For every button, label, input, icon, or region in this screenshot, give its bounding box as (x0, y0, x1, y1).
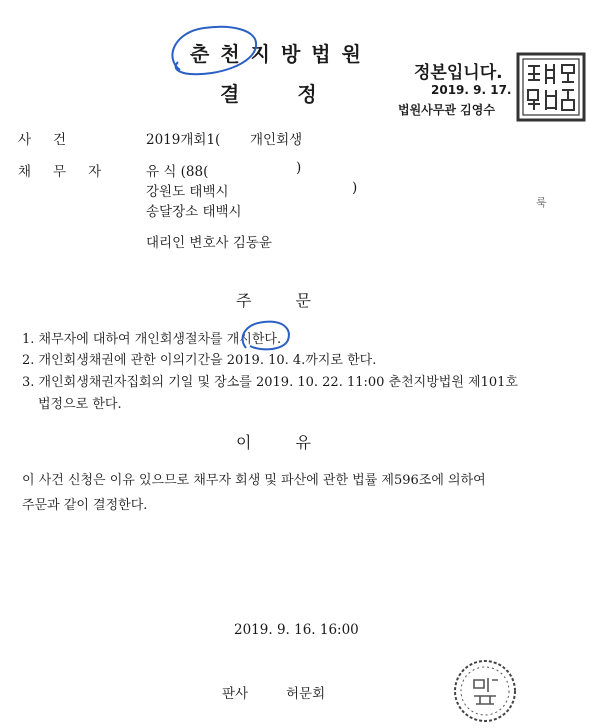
case-number: 2019개회1( (146, 132, 221, 148)
court-name: 춘천지방법원 (190, 42, 372, 66)
document-title: 결정 (220, 82, 375, 106)
court-seal-stamp (516, 52, 586, 122)
order-heading: 주문 (236, 291, 355, 310)
order-item: 1. 채무자에 대하여 개인회생절차를 개시한다. (22, 332, 282, 347)
debtor-address-close: ) (352, 180, 358, 196)
debtor-label: 채무자 (18, 164, 124, 180)
debtor-name: 유 식 (88( (146, 164, 209, 180)
certification-date: 2019. 9. 17. (431, 83, 512, 97)
certified-copy-label: 정본입니다. (414, 63, 503, 83)
judge-name: 허문회 (286, 686, 326, 702)
margin-mark: 룩 (536, 196, 547, 209)
case-label: 사건 (18, 132, 89, 148)
debtor-address: 강원도 태백시 (146, 184, 229, 200)
debtor-id-close: ) (296, 160, 302, 176)
reason-heading: 이유 (236, 433, 355, 452)
order-item: 3. 개인회생채권자집회의 기일 및 장소를 2019. 10. 22. 11:00 춘천지방법원 제101호 (22, 375, 518, 390)
reason-line: 이 사건 신청은 이유 있으므로 채무자 회생 및 파산에 관한 법률 제596조에 의하여 (22, 473, 486, 488)
order-item: 2. 개인회생채권에 관한 이의기간을 2019. 10. 4.까지로 한다. (22, 353, 377, 368)
decision-date: 2019. 9. 16. 16:00 (234, 622, 359, 638)
judge-label: 판사 (222, 686, 249, 702)
reason-line: 주문과 같이 결정한다. (22, 498, 148, 513)
certification-officer: 법원사무관 김영수 (398, 103, 495, 117)
judge-seal-stamp (452, 658, 518, 724)
service-place: 송달장소 태백시 (146, 204, 242, 220)
agent-attorney: 대리인 변호사 김동윤 (146, 235, 272, 251)
case-type: 개인회생 (250, 132, 303, 148)
order-item-continuation: 법정으로 한다. (38, 397, 122, 412)
